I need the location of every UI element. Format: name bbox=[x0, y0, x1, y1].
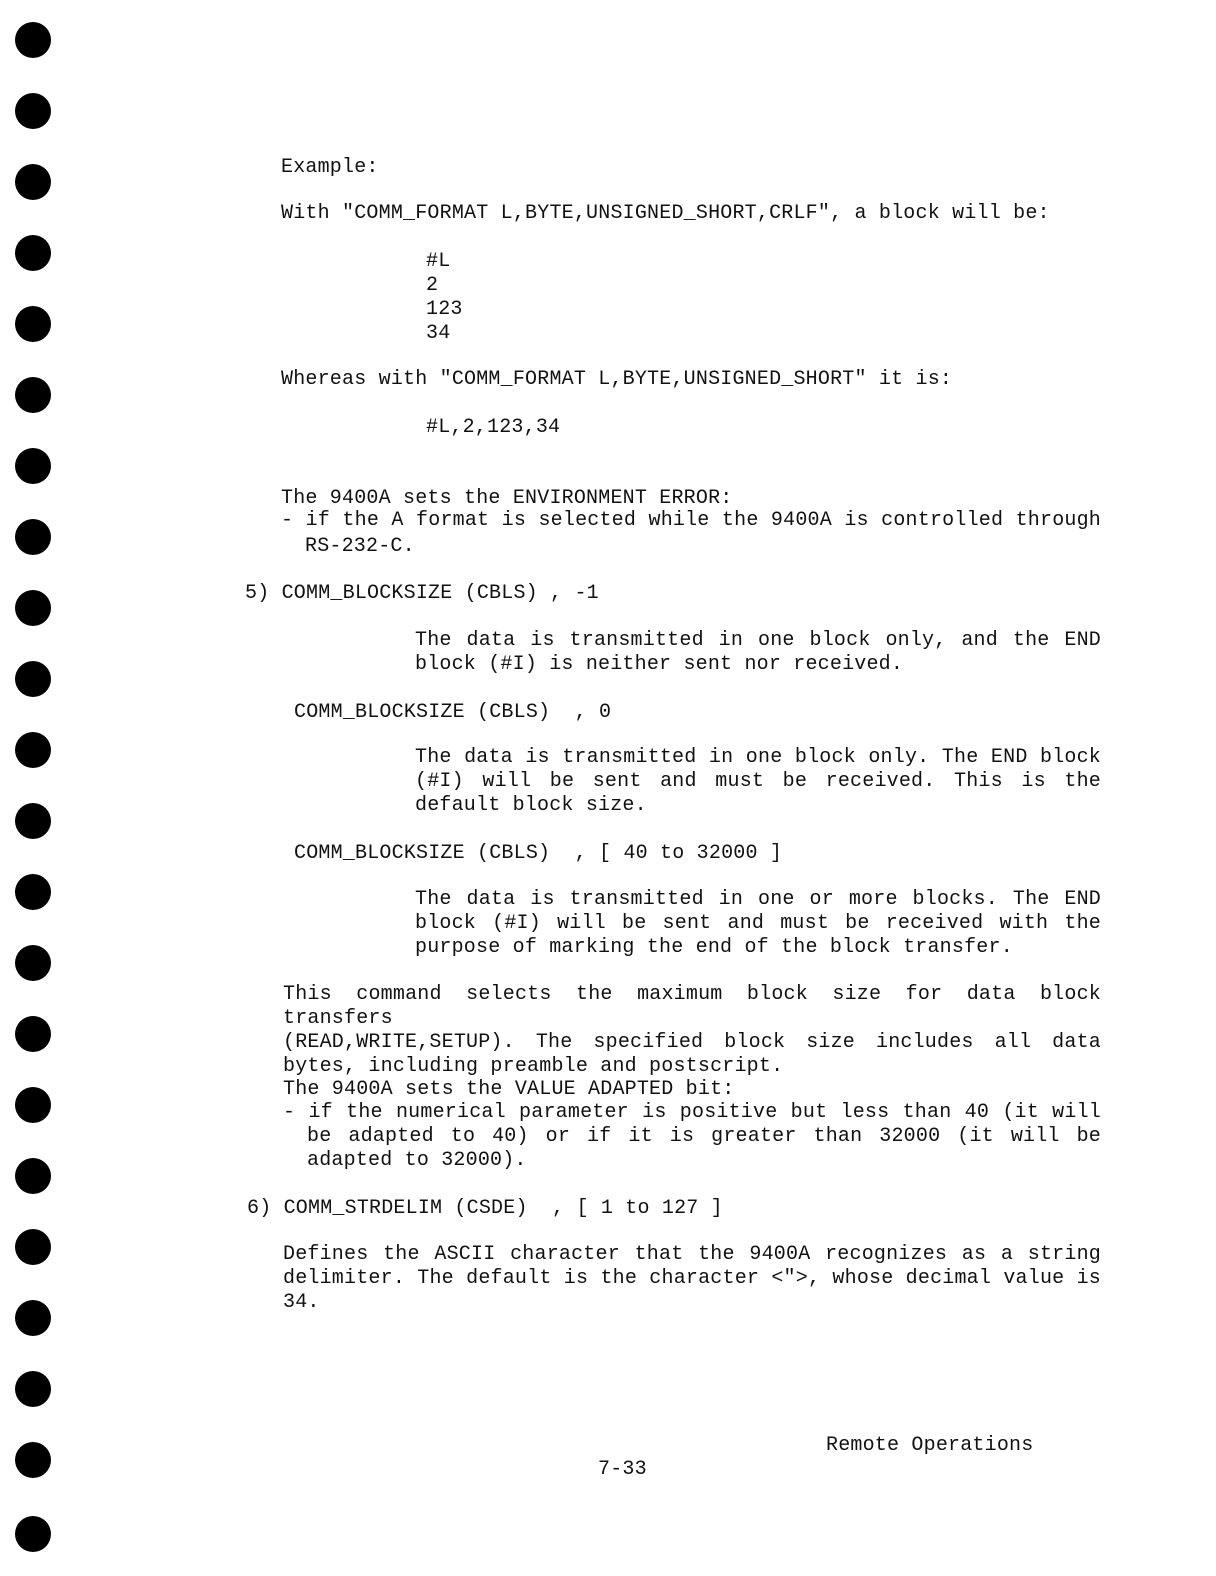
text-line: purpose of marking the end of the block transfer. bbox=[415, 936, 1013, 959]
binder-hole-12 bbox=[15, 803, 51, 839]
item5-sub2-heading: COMM_BLOCKSIZE (CBLS) , 0 bbox=[294, 701, 612, 724]
item6-heading: 6) COMM_STRDELIM (CSDE) , [ 1 to 127 ] bbox=[247, 1197, 723, 1220]
env-error-condition bbox=[281, 509, 1101, 533]
text-line: - if the numerical parameter is positive but less than 40 (it will bbox=[283, 1101, 1101, 1124]
binder-hole-2 bbox=[15, 93, 51, 129]
text-line: The data is transmitted in one block only, and the END bbox=[415, 629, 1101, 652]
binder-hole-8 bbox=[15, 519, 51, 555]
binder-hole-6 bbox=[15, 377, 51, 413]
text-line: bytes, including preamble and postscript. bbox=[283, 1055, 784, 1078]
text-line: delimiter. The default is the character <">, whose decimal value is bbox=[283, 1267, 1101, 1290]
text-line: block (#I) is neither sent nor received. bbox=[415, 653, 904, 676]
binder-hole-5 bbox=[15, 306, 51, 342]
inline-block: #L,2,123,34 bbox=[426, 416, 561, 439]
binder-hole-16 bbox=[15, 1087, 51, 1123]
text-line: 34. bbox=[283, 1291, 320, 1314]
item5-desc-3 bbox=[415, 888, 1101, 960]
item5-desc-2 bbox=[415, 746, 1101, 818]
text-line: be adapted to 40) or if it is greater than 32000 (it will be bbox=[307, 1125, 1101, 1148]
binder-hole-17 bbox=[15, 1158, 51, 1194]
value-adapted-heading: The 9400A sets the VALUE ADAPTED bit: bbox=[283, 1078, 735, 1101]
binder-hole-11 bbox=[15, 732, 51, 768]
text-line: default block size. bbox=[415, 794, 647, 817]
binder-hole-19 bbox=[15, 1300, 51, 1336]
footer-section-title: Remote Operations bbox=[826, 1434, 1034, 1457]
block-line: 123 bbox=[426, 298, 463, 321]
text-line: block (#I) will be sent and must be received with the bbox=[415, 912, 1101, 935]
block-line: #L bbox=[426, 250, 451, 273]
binder-hole-15 bbox=[15, 1016, 51, 1052]
text-line: The data is transmitted in one or more blocks. The END bbox=[415, 888, 1101, 911]
binder-hole-7 bbox=[15, 448, 51, 484]
binder-hole-9 bbox=[15, 590, 51, 626]
text-line: This command selects the maximum block size for data block transfers bbox=[283, 983, 1101, 1030]
item5-paragraph bbox=[283, 983, 1101, 1079]
text-line: - if the A format is selected while the 9400A is controlled through bbox=[281, 509, 1101, 532]
binder-hole-14 bbox=[15, 945, 51, 981]
page-number: 7-33 bbox=[598, 1458, 647, 1481]
binder-hole-4 bbox=[15, 235, 51, 271]
block-listing bbox=[426, 250, 463, 346]
text-line: The data is transmitted in one block only. The END block bbox=[415, 746, 1101, 769]
text-line: Defines the ASCII character that the 9400A recognizes as a string bbox=[283, 1243, 1101, 1266]
block-line: 34 bbox=[426, 322, 451, 345]
binder-hole-20 bbox=[15, 1371, 51, 1407]
env-error-condition-cont: RS-232-C. bbox=[305, 535, 415, 558]
text-line: (#I) will be sent and must be received. This is the bbox=[415, 770, 1101, 793]
binder-hole-18 bbox=[15, 1229, 51, 1265]
env-error-heading: The 9400A sets the ENVIRONMENT ERROR: bbox=[281, 487, 733, 510]
with-format-line: With "COMM_FORMAT L,BYTE,UNSIGNED_SHORT,CRLF", a block will be: bbox=[281, 202, 1050, 225]
text-line: (READ,WRITE,SETUP). The specified block size includes all data bbox=[283, 1031, 1101, 1054]
binder-hole-3 bbox=[15, 164, 51, 200]
binder-hole-1 bbox=[15, 22, 51, 58]
item6-paragraph bbox=[283, 1243, 1101, 1315]
text-line: adapted to 32000). bbox=[307, 1149, 527, 1172]
block-line: 2 bbox=[426, 274, 439, 297]
binder-hole-13 bbox=[15, 874, 51, 910]
item5-desc-1 bbox=[415, 629, 1101, 677]
whereas-line: Whereas with "COMM_FORMAT L,BYTE,UNSIGNED_SHORT" it is: bbox=[281, 368, 953, 391]
example-label: Example: bbox=[281, 156, 379, 179]
binder-hole-10 bbox=[15, 661, 51, 697]
value-adapted-condition bbox=[283, 1101, 1101, 1125]
binder-hole-21 bbox=[15, 1442, 51, 1478]
item5-sub3-heading: COMM_BLOCKSIZE (CBLS) , [ 40 to 32000 ] bbox=[294, 842, 783, 865]
value-adapted-condition-cont bbox=[307, 1125, 1101, 1173]
binder-hole-22 bbox=[15, 1516, 51, 1552]
item5-heading: 5) COMM_BLOCKSIZE (CBLS) , -1 bbox=[245, 582, 599, 605]
